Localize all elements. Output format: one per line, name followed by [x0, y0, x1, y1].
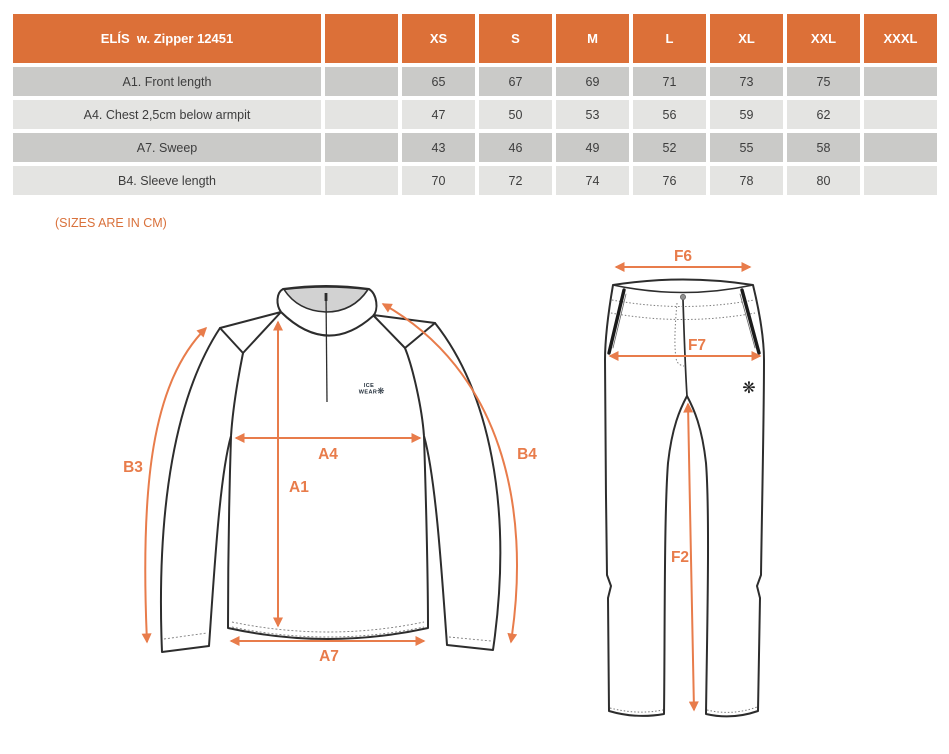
blank-cell: [325, 67, 398, 96]
table-row: [13, 133, 937, 162]
size-value: 46: [479, 133, 552, 162]
jacket-torso: [228, 312, 428, 639]
size-value: 67: [479, 67, 552, 96]
size-value: 58: [787, 133, 860, 162]
size-value: 62: [787, 100, 860, 129]
row-label: A7. Sweep: [13, 133, 321, 162]
size-header-xxxl: XXXL: [864, 14, 937, 63]
svg-text:WEAR: WEAR: [358, 389, 378, 396]
size-value: 71: [633, 67, 706, 96]
size-value: 74: [556, 166, 629, 195]
blank-cell: [325, 133, 398, 162]
blank-cell: [325, 100, 398, 129]
label-b4: B4: [517, 446, 537, 463]
pants-diagram: [580, 245, 790, 745]
waist-button: [680, 294, 685, 299]
table-row: [13, 166, 937, 195]
label-a7: A7: [319, 648, 339, 665]
label-f6: F6: [673, 248, 693, 265]
jacket-outline: [161, 286, 500, 652]
jacket-diagram: [90, 260, 570, 680]
label-a4: A4: [318, 446, 338, 463]
size-value: [864, 133, 937, 162]
svg-text:ICE: ICE: [363, 383, 375, 389]
size-value: 50: [479, 100, 552, 129]
table-row: [13, 100, 937, 129]
size-header-xl: XL: [710, 14, 783, 63]
size-value: 56: [633, 100, 706, 129]
size-value: 59: [710, 100, 783, 129]
size-value: 76: [633, 166, 706, 195]
row-label: A1. Front length: [13, 67, 321, 96]
size-value: 78: [710, 166, 783, 195]
size-value: 70: [402, 166, 475, 195]
label-f2: F2: [670, 549, 690, 566]
header-blank-cell: [325, 14, 398, 63]
size-header-xs: XS: [402, 14, 475, 63]
size-value: 65: [402, 67, 475, 96]
size-value: 80: [787, 166, 860, 195]
blank-cell: [325, 166, 398, 195]
size-value: 49: [556, 133, 629, 162]
size-value: 53: [556, 100, 629, 129]
snowflake-icon: ❋: [377, 386, 385, 396]
label-a1: A1: [289, 479, 309, 496]
size-value: 52: [633, 133, 706, 162]
size-header-l: L: [633, 14, 706, 63]
label-f7: F7: [687, 337, 707, 354]
size-value: 75: [787, 67, 860, 96]
size-value: [864, 166, 937, 195]
table-row: [13, 67, 937, 96]
size-value: 43: [402, 133, 475, 162]
size-value: 73: [710, 67, 783, 96]
size-value: [864, 67, 937, 96]
size-header-s: S: [479, 14, 552, 63]
size-value: 55: [710, 133, 783, 162]
size-value: 69: [556, 67, 629, 96]
row-label: B4. Sleeve length: [13, 166, 321, 195]
label-b3: B3: [123, 459, 143, 476]
size-header-m: M: [556, 14, 629, 63]
table-header-row: [13, 14, 937, 63]
size-value: 47: [402, 100, 475, 129]
sizes-in-cm-note: (SIZES ARE IN CM): [55, 216, 167, 230]
size-table: [9, 10, 941, 199]
size-header-xxl: XXL: [787, 14, 860, 63]
size-value: 72: [479, 166, 552, 195]
row-label: A4. Chest 2,5cm below armpit: [13, 100, 321, 129]
snowflake-icon: ❋: [742, 380, 756, 397]
size-value: [864, 100, 937, 129]
table-title: ELÍS w. Zipper 12451: [13, 14, 321, 63]
